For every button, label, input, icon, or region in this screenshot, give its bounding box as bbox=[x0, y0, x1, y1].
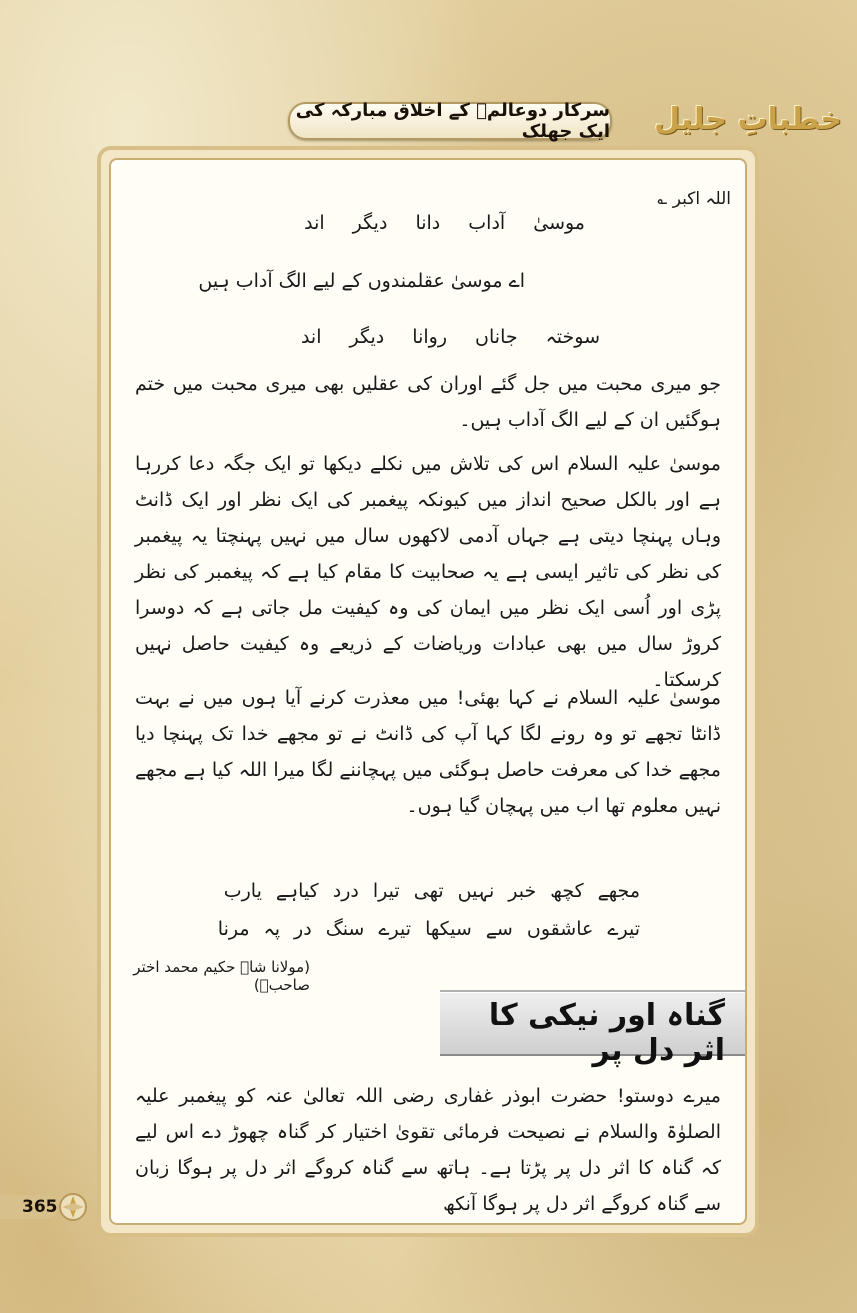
section-heading-box bbox=[440, 990, 745, 1068]
verse-translation-1: اے موسیٰ عقلمندوں کے لیے الگ آداب ہیں bbox=[198, 270, 525, 292]
verse-label: اللہ اکبر ؎ bbox=[657, 189, 731, 209]
paragraph-2: موسیٰ علیہ السلام اس کی تلاش میں نکلے دیکھا تو ایک جگہ دعا کررہا ہے اور بالکل صحیح انداز میں کیونکہ پیغمبر کی ایک نظر اور ایک ڈانٹ وہاں پہنچا دیتی ہے جہاں آدمی لاکھوں سال میں نہیں پہنچتا یہ پیغمبر کی نظر کی تاثیر ایسی ہے یہ صحابیت کا مقام کیا ہے کہ پیغمبر کی نظر پڑی اور اُسی ایک نظر میں ایمان کی وہ کیفیت مل جاتی ہے کہ دوسرا کروڑ سال میں بھی عبادات وریاضات کے ذریعے وہ کیفیت حاصل نہیں کرسکتا۔ bbox=[135, 453, 721, 691]
poem-line-1: مجھے کچھ خبر نہیں تھی تیرا درد کیاہے یارب bbox=[223, 880, 640, 902]
poem-attribution: (مولانا شاہ حکیم محمد اختر صاحبؒ) bbox=[133, 958, 310, 994]
paragraph-1: جو میری محبت میں جل گئے اوران کی عقلیں بھی میری محبت میں ختم ہوگئیں ان کے لیے الگ آداب ہیں۔ bbox=[135, 373, 721, 431]
poem-line-2: تیرے عاشقوں سے سیکھا تیرے سنگ در پہ مرنا bbox=[217, 918, 640, 940]
content-frame-inner bbox=[109, 158, 747, 1225]
content-frame bbox=[97, 146, 759, 1237]
section-heading: گناہ اور نیکی کا اثر دل پر bbox=[488, 998, 725, 1068]
page-number-tab bbox=[0, 1190, 100, 1224]
header-subtitle: سرکار دوعالمؐ کے اخلاق مبارکہ کی ایک جھلک bbox=[288, 102, 612, 140]
ornament-icon bbox=[56, 1190, 90, 1224]
paragraph-4: میرے دوستو! حضرت ابوذر غفاری رضی اللہ تعالیٰ عنہ کو پیغمبر علیہ الصلوٰۃ والسلام نے نصیحت فرمائی تقویٰ اختیار کر گناہ چھوڑ دے اس لیے کہ گناہ کا اثر دل پر پڑتا ہے۔ ہاتھ سے گناہ کروگے اثر دل پر ہوگا زبان سے گناہ کروگے اثر دل پر ہوگا آنکھ bbox=[135, 1085, 721, 1215]
page-content bbox=[111, 160, 745, 1223]
paragraph-3: موسیٰ علیہ السلام نے کہا بھئی! میں معذرت کرنے آیا ہوں میں نے بہت ڈانٹا تجھے تو وہ رونے لگا کہا آپ کی ڈانٹ نے تو مجھے خدا تک پہنچا دیا مجھے خدا کی معرفت حاصل ہوگئی میں پہچاننے لگا میرا اللہ کیا ہے مجھے نہیں معلوم تھا اب میں پہچان گیا ہوں۔ bbox=[135, 687, 721, 817]
header-brand-logo: خطباتِ جلیل bbox=[654, 102, 842, 137]
verse-line-1: موسیٰ آداب دانا دیگر اند bbox=[304, 212, 585, 234]
page-number: 365 bbox=[22, 1197, 58, 1217]
page-header bbox=[288, 98, 848, 142]
verse-line-2: سوختہ جاناں روانا دیگر اند bbox=[300, 326, 600, 348]
